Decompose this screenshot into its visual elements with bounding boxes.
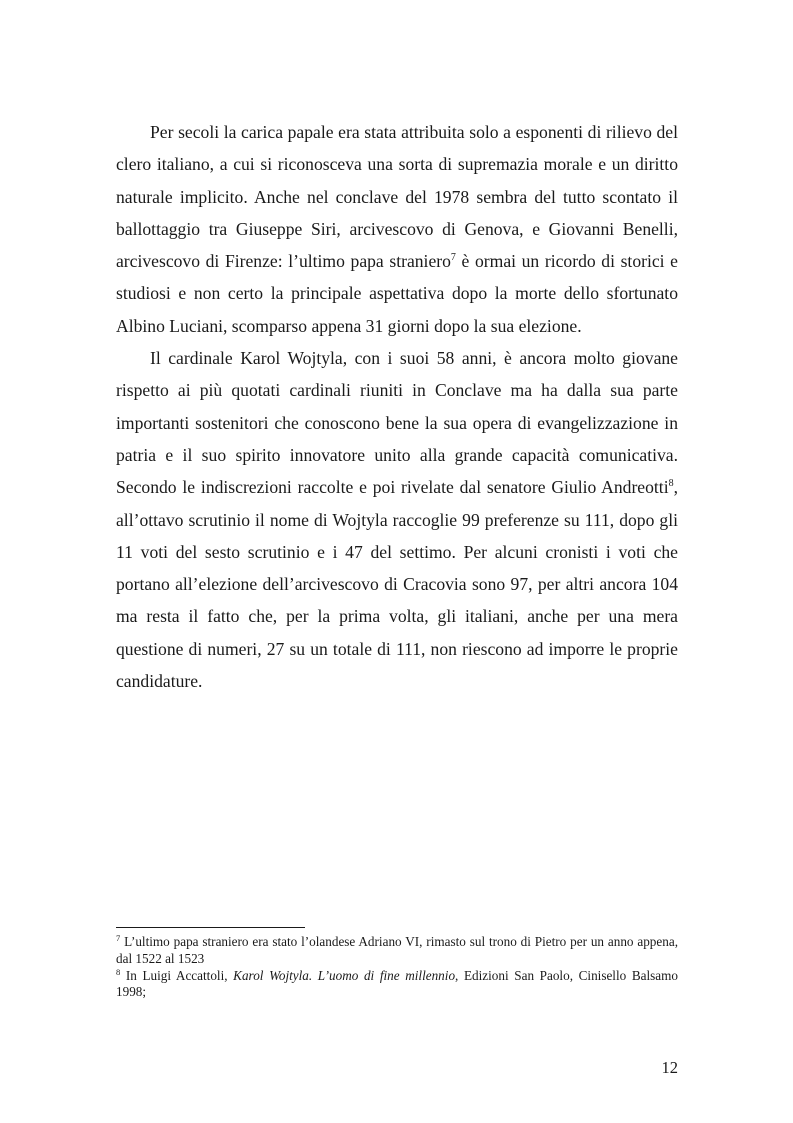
footnotes	[116, 934, 678, 1001]
paragraph-2-text-a: Il cardinale Karol Wojtyla, con i suoi 58 anni, è ancora molto giovane rispetto ai più quotati cardinali riuniti in Conclave ma ha dalla sua parte importanti sostenitori che conoscono bene la sua opera di evangelizzazione in patria e il suo spirito innovatore unito alla grande capacità comunicativa. Secondo le indiscrezioni raccolte e poi rivelate dal senatore Giulio Andreotti	[116, 348, 678, 498]
main-text	[116, 116, 678, 697]
page-number: 12	[661, 1058, 678, 1077]
paragraph-2-text-b: , all’ottavo scrutinio il nome di Wojtyla raccoglie 99 preferenze su 111, dopo gli 11 voti del sesto scrutinio e i 47 del settimo. Per alcuni cronisti i voti che portano all’elezione dell’arcivescovo di Cracovia sono 97, per altri ancora 104 ma resta il fatto che, per la prima volta, gli italiani, anche per una mera questione di numeri, 27 su un totale di 111, non riescono ad imporre le proprie candidature.	[116, 477, 678, 692]
footnote-8	[116, 968, 678, 1002]
footnote-ref-7[interactable]: 7	[450, 252, 456, 264]
paragraph-2	[116, 342, 678, 697]
footnote-divider	[116, 927, 305, 928]
footnote-ref-8[interactable]: 8	[668, 478, 674, 490]
footnote-8-book-title: Karol Wojtyla. L’uomo di fine millennio	[233, 967, 456, 983]
paragraph-1-text-a: Per secoli la carica papale era stata attribuita solo a esponenti di rilievo del clero italiano, a cui si riconosceva una sorta di supremazia morale e un diritto naturale implicito. Anche nel conclave del 1978 sembra del tutto scontato il ballottaggio tra Giuseppe Siri, arcivescovo di Genova, e Giovanni Benelli, arcivescovo di Firenze: l’ultimo papa straniero	[116, 122, 678, 272]
footnote-8-text-b: , Edizioni San Paolo, Cinisello Balsamo 1998;	[116, 967, 678, 1000]
paragraph-1-text-b: è ormai un ricordo di storici e studiosi e non certo la principale aspettativa dopo la morte dello sfortunato Albino Luciani, scomparso appena 31 giorni dopo la sua elezione.	[116, 251, 678, 336]
footnote-7-number: 7	[116, 933, 121, 943]
footnote-7-text: L’ultimo papa straniero era stato l’olandese Adriano VI, rimasto sul trono di Pietro per un anno appena, dal 1522 al 1523	[116, 934, 678, 966]
footnote-7	[116, 934, 678, 968]
footnote-8-number: 8	[116, 966, 121, 977]
paragraph-1	[116, 116, 678, 342]
footnote-8-text-a: In Luigi Accattoli,	[120, 967, 234, 983]
